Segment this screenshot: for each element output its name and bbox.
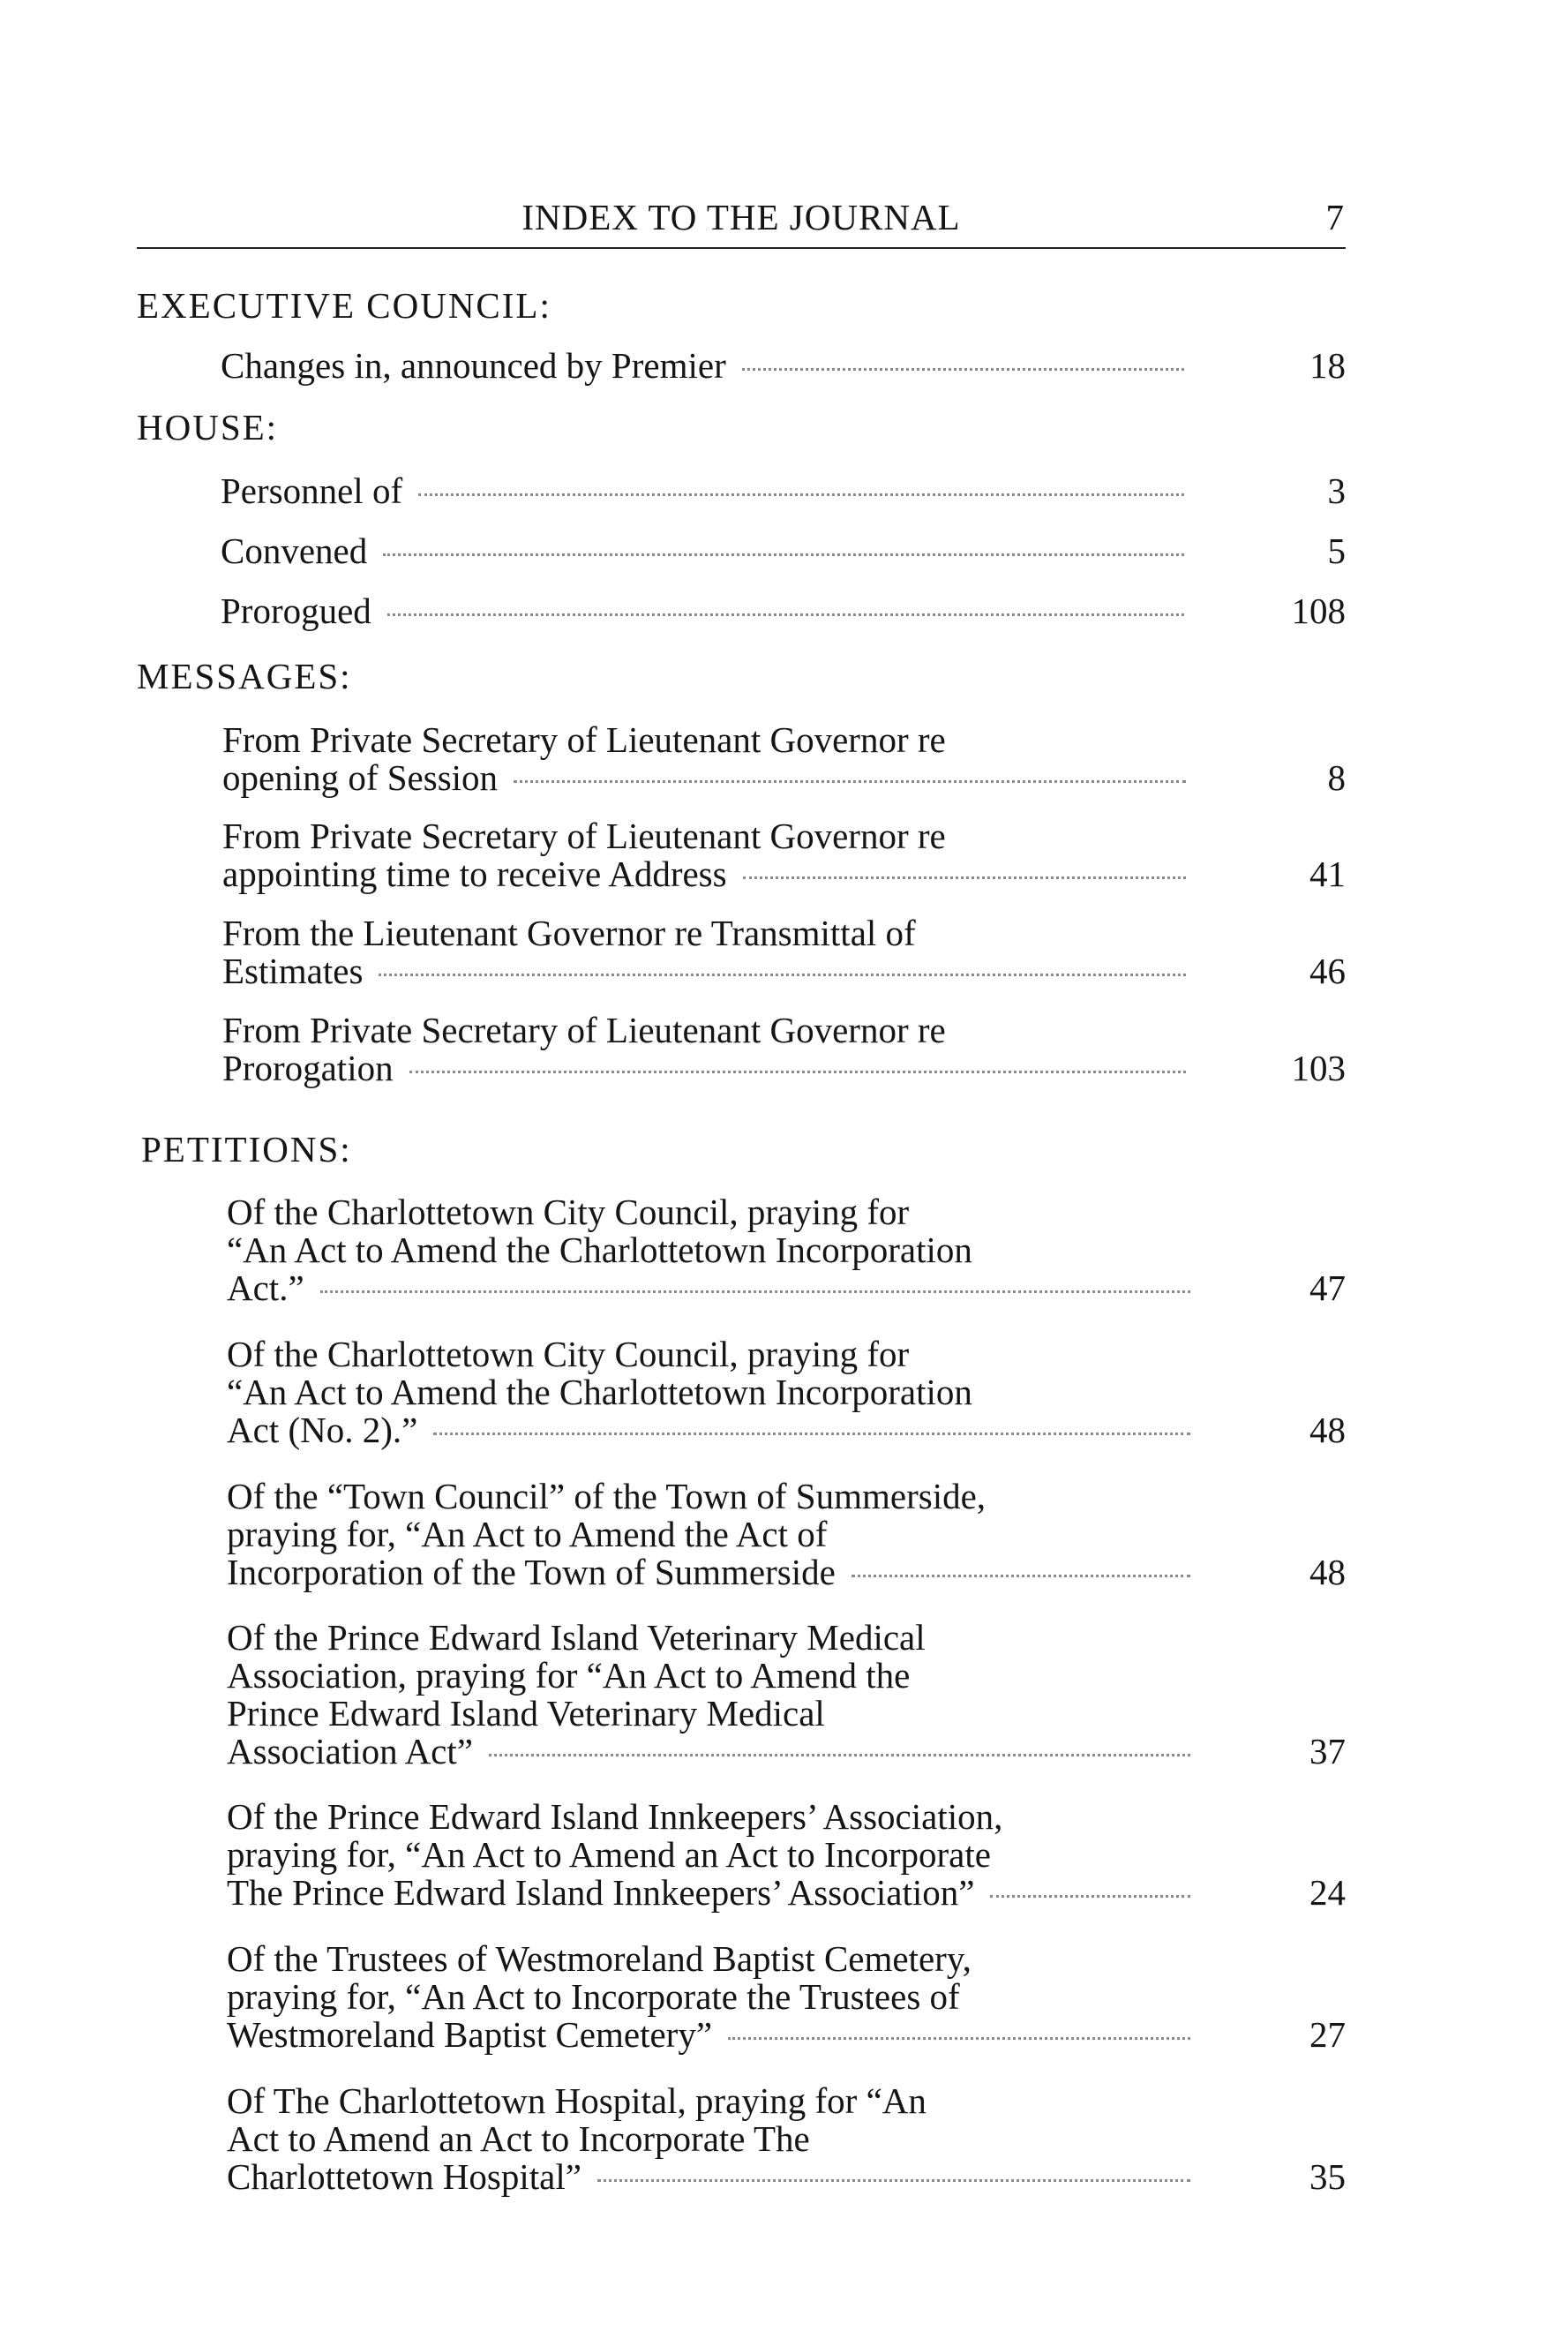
index-entry	[222, 721, 1346, 797]
entry-page-number: 103	[1291, 1048, 1346, 1088]
dot-leader	[852, 1575, 1190, 1577]
dot-leader	[433, 1433, 1190, 1435]
index-entry	[221, 472, 1346, 510]
entry-text-line: Prorogation	[222, 1048, 394, 1088]
entry-text-line: Of the Charlottetown City Council, praying for	[227, 1192, 910, 1232]
entry-text-line: Personnel of	[221, 470, 403, 511]
dot-leader	[990, 1895, 1190, 1898]
index-entry	[221, 532, 1346, 570]
dot-leader	[489, 1754, 1190, 1756]
index-entry	[227, 1798, 1346, 1912]
dot-leader	[409, 1071, 1186, 1073]
entry-text-line: Convened	[221, 530, 368, 571]
dot-leader	[383, 553, 1184, 556]
entry-text-line: From Private Secretary of Lieutenant Governor re	[222, 816, 946, 856]
entry-text-line: Prorogued	[221, 590, 371, 631]
entry-text-line: Of the Trustees of Westmoreland Baptist Cemetery,	[227, 1938, 972, 1979]
index-entry	[227, 1478, 1346, 1591]
index-entry	[221, 592, 1346, 630]
entry-text-line: opening of Session	[222, 757, 499, 798]
running-header	[137, 196, 1346, 249]
entry-page-number: 41	[1309, 854, 1346, 894]
entry-text-line: Of The Charlottetown Hospital, praying for “An	[227, 2080, 927, 2121]
entry-text-line: Changes in, announced by Premier	[221, 345, 726, 386]
header-title: INDEX TO THE JOURNAL	[521, 197, 961, 237]
entry-text-line: Westmoreland Baptist Cemetery”	[227, 2014, 713, 2055]
entry-text-line: From the Lieutenant Governor re Transmittal of	[222, 913, 916, 953]
entry-page-number: 46	[1309, 951, 1346, 991]
index-entry	[222, 1012, 1346, 1087]
entry-page-number: 24	[1309, 1872, 1346, 1913]
entry-text-line: From Private Secretary of Lieutenant Governor re	[222, 1010, 946, 1050]
dot-leader	[514, 780, 1186, 783]
index-entry	[221, 347, 1346, 385]
entry-page-number: 48	[1309, 1552, 1346, 1592]
entry-page-number: 3	[1327, 470, 1346, 511]
entry-text-line: Incorporation of the Town of Summerside	[227, 1552, 836, 1592]
entry-text-line: Of the Prince Edward Island Innkeepers’ Association,	[227, 1796, 1003, 1837]
index-entry	[222, 817, 1346, 893]
entry-text-line: Of the Prince Edward Island Veterinary Medical	[227, 1617, 926, 1658]
entry-page-number: 37	[1309, 1731, 1346, 1771]
entry-page-number: 8	[1327, 757, 1346, 798]
dot-leader	[743, 876, 1186, 879]
dot-leader	[387, 613, 1184, 616]
entry-page-number: 108	[1291, 590, 1346, 631]
section-heading: MESSAGES:	[137, 656, 352, 696]
section-heading: HOUSE:	[137, 407, 279, 447]
entry-text-line: Of the “Town Council” of the Town of Summerside,	[227, 1476, 987, 1516]
entry-text-line: praying for, “An Act to Incorporate the Trustees of	[227, 1976, 960, 2017]
dot-leader	[742, 368, 1184, 371]
index-entry	[227, 2082, 1346, 2196]
index-entry	[227, 1335, 1346, 1449]
entry-text-line: “An Act to Amend the Charlottetown Incorporation	[227, 1230, 972, 1270]
entry-page-number: 5	[1327, 530, 1346, 571]
entry-page-number: 48	[1309, 1410, 1346, 1450]
entry-text-line: Estimates	[222, 951, 364, 991]
entry-text-line: Association, praying for “An Act to Amend the	[227, 1655, 911, 1696]
dot-leader	[728, 2037, 1190, 2040]
entry-text-line: Of the Charlottetown City Council, praying for	[227, 1334, 910, 1374]
dot-leader	[320, 1290, 1190, 1293]
dot-leader	[597, 2179, 1190, 2182]
index-entry	[227, 1193, 1346, 1307]
index-entry	[222, 914, 1346, 990]
entry-page-number: 27	[1309, 2014, 1346, 2055]
entry-text-line: “An Act to Amend the Charlottetown Incorporation	[227, 1372, 972, 1412]
section-heading: PETITIONS:	[141, 1129, 352, 1170]
dot-leader	[418, 493, 1184, 496]
header-page-number: 7	[1325, 197, 1344, 237]
entry-text-line: Act.”	[227, 1267, 304, 1308]
entry-text-line: Charlottetown Hospital”	[227, 2156, 581, 2197]
entry-text-line: appointing time to receive Address	[222, 854, 727, 894]
entry-page-number: 47	[1309, 1267, 1346, 1308]
entry-text-line: praying for, “An Act to Amend an Act to Incorporate	[227, 1834, 991, 1875]
entry-page-number: 18	[1309, 345, 1346, 386]
entry-text-line: Association Act”	[227, 1731, 473, 1771]
section-heading: EXECUTIVE COUNCIL:	[137, 285, 551, 326]
entry-text-line: Act (No. 2).”	[227, 1410, 418, 1450]
entry-text-line: Prince Edward Island Veterinary Medical	[227, 1693, 825, 1734]
entry-text-line: Act to Amend an Act to Incorporate The	[227, 2118, 810, 2159]
dot-leader	[379, 974, 1186, 976]
entry-text-line: praying for, “An Act to Amend the Act of	[227, 1514, 828, 1554]
entry-page-number: 35	[1309, 2156, 1346, 2197]
entry-text-line: From Private Secretary of Lieutenant Governor re	[222, 719, 946, 760]
index-entry	[227, 1619, 1346, 1771]
index-entry	[227, 1940, 1346, 2054]
entry-text-line: The Prince Edward Island Innkeepers’ Association”	[227, 1872, 975, 1913]
